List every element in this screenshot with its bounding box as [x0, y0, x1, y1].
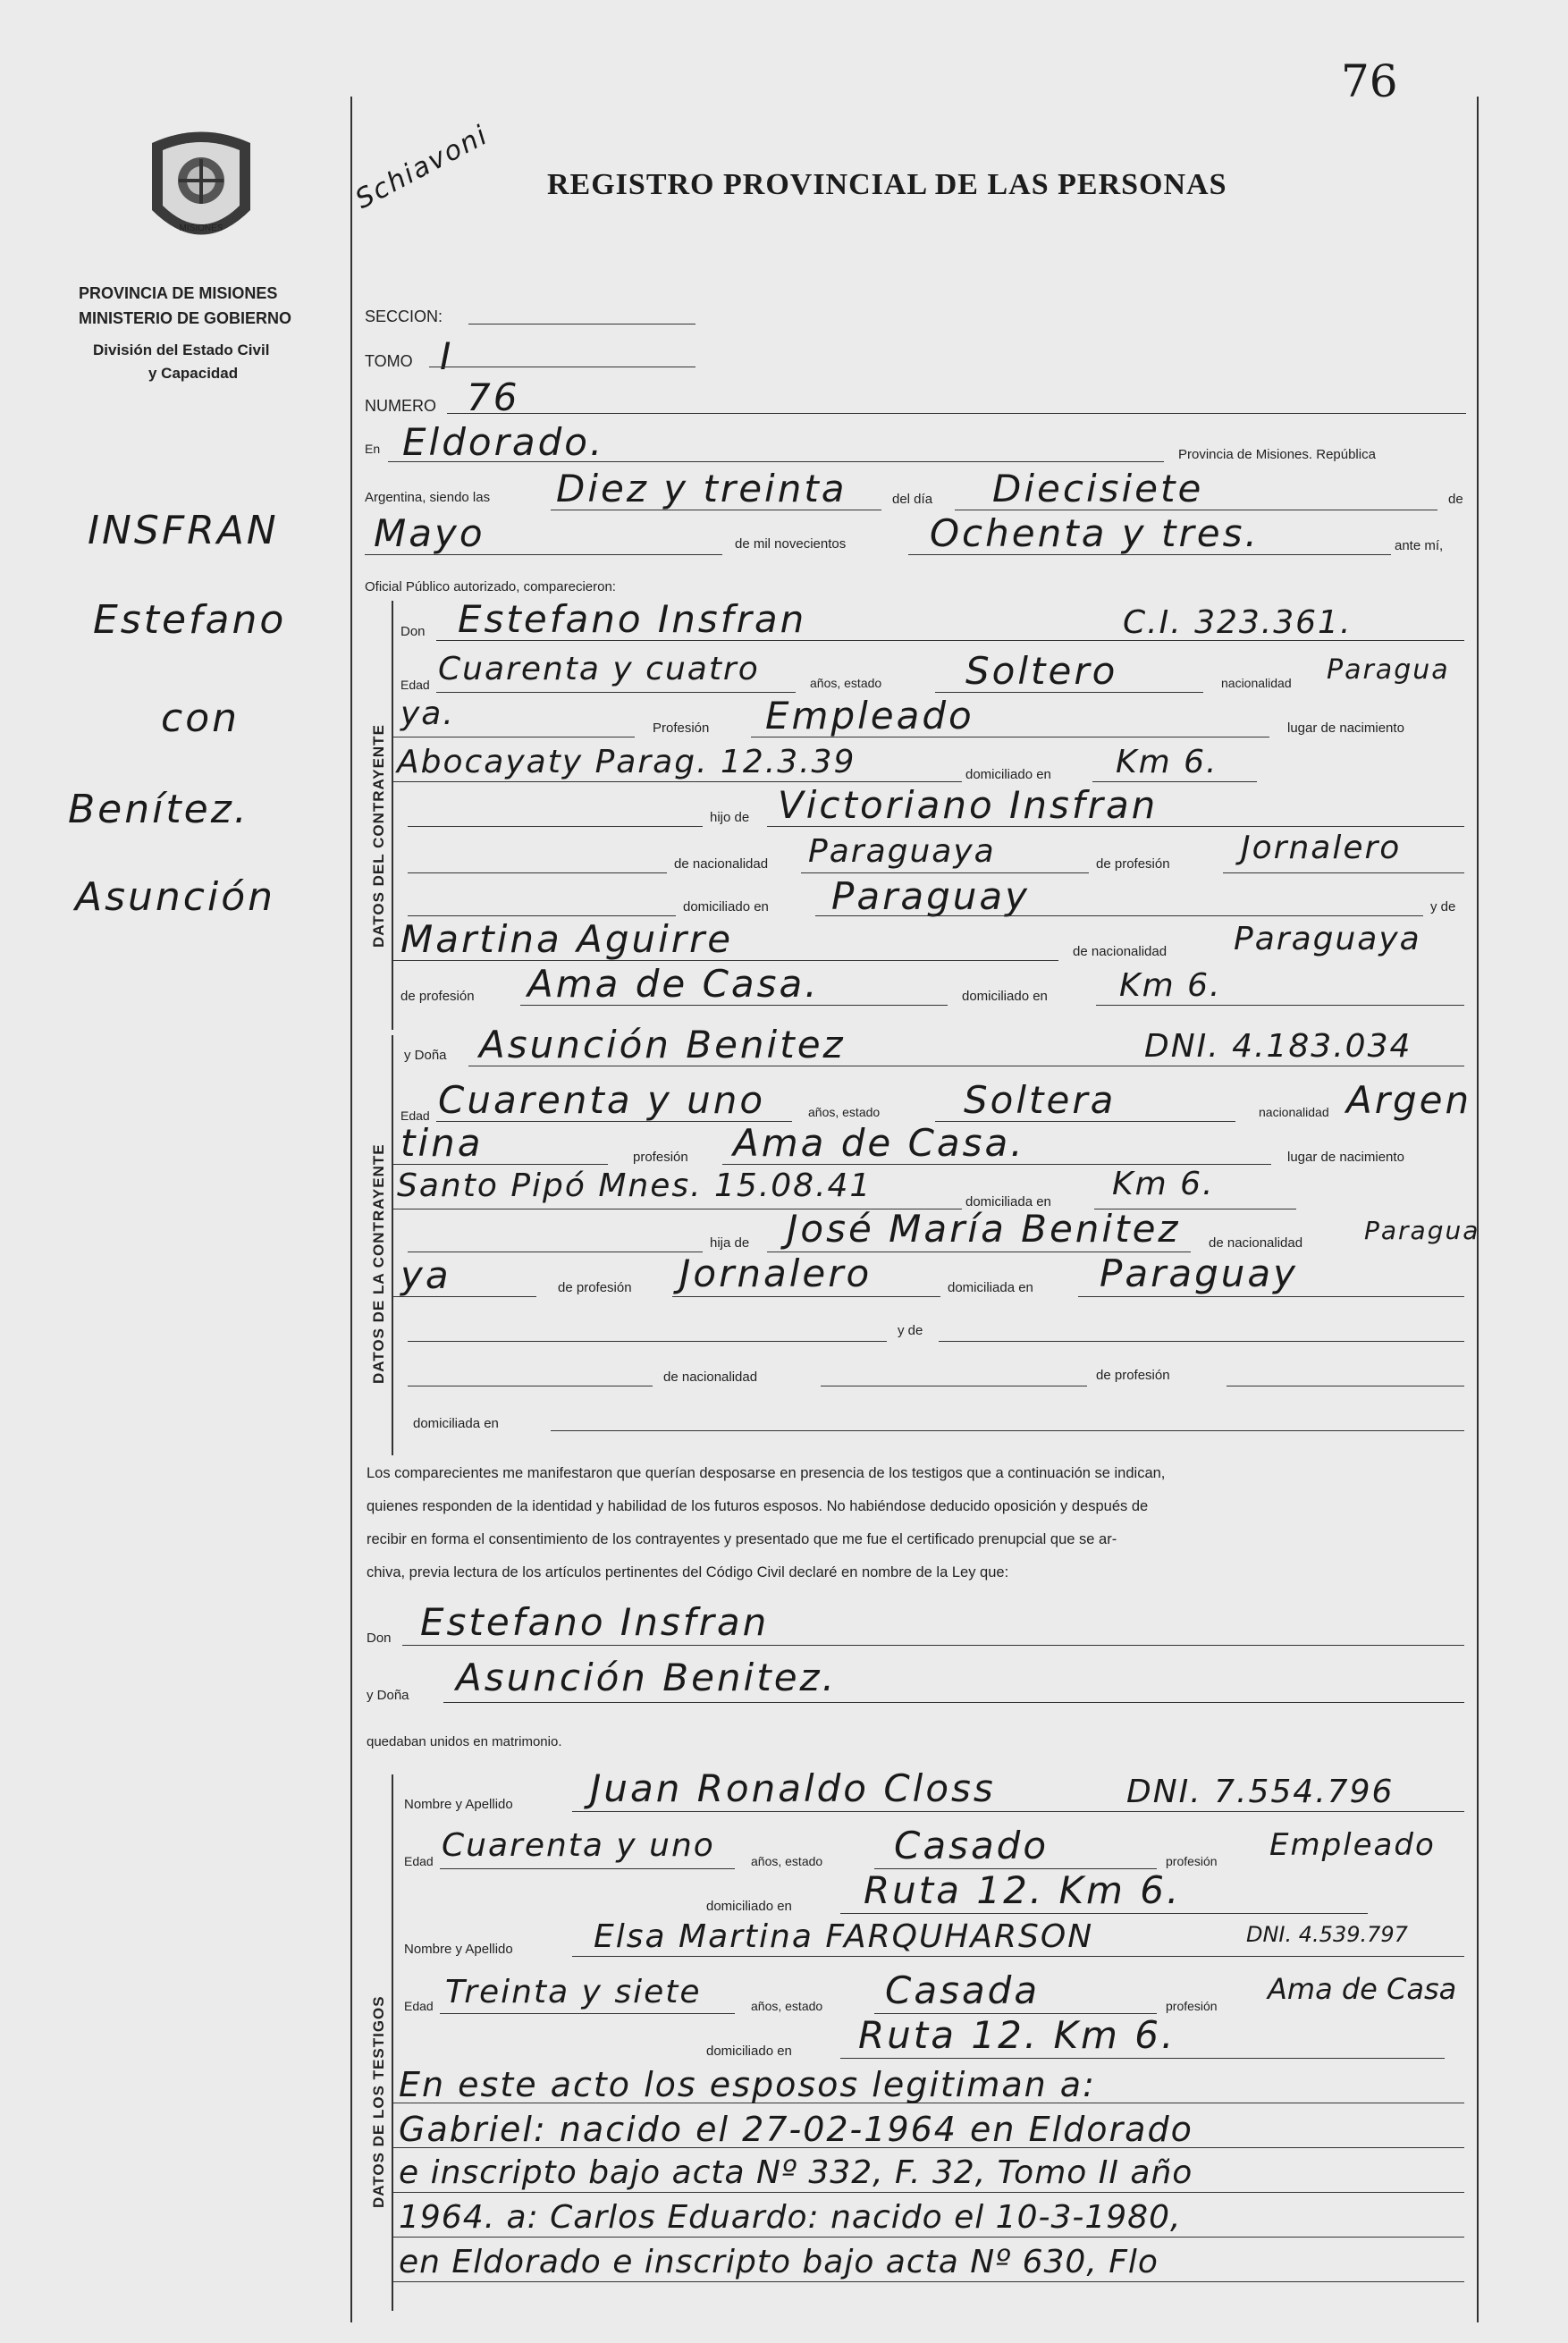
groom-madre-nac-label: de nacionalidad	[1073, 944, 1168, 959]
anio-line	[908, 554, 1391, 555]
groom-dom-line	[1092, 781, 1257, 782]
w2-edad-label: Edad	[404, 1999, 434, 2013]
declare-bride: Asunción Benitez.	[456, 1656, 837, 1699]
bride-padre: José María Benitez	[787, 1207, 1181, 1251]
ante-mi-label: ante mí,	[1395, 538, 1444, 553]
groom-madredom-line	[1096, 1005, 1464, 1006]
oficial-label: Oficial Público autorizado, comparecieron:	[365, 579, 616, 594]
declare-dona-label: y Doña	[367, 1688, 409, 1703]
groom-padrenac-blank	[408, 872, 667, 873]
bride-prof-line	[722, 1164, 1271, 1165]
bride-madre-dom-label: domiciliada en	[413, 1416, 499, 1431]
w1-edad-label: Edad	[404, 1854, 434, 1868]
w1-name: Juan Ronaldo Closs	[590, 1766, 996, 1810]
groom-nacimiento: Abocayaty Parag. 12.3.39	[397, 744, 856, 780]
w2-name-label: Nombre y Apellido	[404, 1942, 513, 1957]
w1-doc: DNI. 7.554.796	[1126, 1774, 1395, 1810]
groom-padre-prof-label: de profesión	[1096, 856, 1170, 872]
testigos-bracket	[392, 1774, 393, 2311]
margin-note-bride-given: Asunción	[75, 874, 276, 920]
groom-padre-dom: Paraguay	[831, 874, 1030, 918]
paragraph-line: Los comparecientes me manifestaron que querían desposarse en presencia de los testigos que a continuación se indican,	[367, 1465, 1166, 1481]
w2-estado: Casada	[885, 1968, 1041, 2012]
w1-estado: Casado	[894, 1824, 1050, 1867]
bride-name: Asunción Benitez	[479, 1023, 846, 1066]
tomo-label: TOMO	[365, 352, 413, 370]
w2-edad: Treinta y siete	[445, 1974, 702, 2010]
bride-padre-dom-label: domiciliada en	[948, 1280, 1033, 1295]
bride-lugar-label: lugar de nacimiento	[1287, 1150, 1404, 1165]
groom-madre-line	[393, 960, 1058, 961]
left-margin-rule	[350, 97, 352, 2322]
note-line-4: 1964. a: Carlos Eduardo: nacido el 10-3-1980,	[399, 2199, 1182, 2236]
numero-label: NUMERO	[365, 397, 436, 415]
page-number: 76	[1341, 55, 1398, 107]
groom-padreprof-line	[1223, 872, 1464, 873]
w1-domicilio: Ruta 12. Km 6.	[864, 1868, 1182, 1912]
numero-line	[447, 413, 1466, 414]
bride-prof-label: profesión	[633, 1150, 688, 1165]
paragraph-line: recibir en forma el consentimiento de los contrayentes y presentado que me fue el certificado prenupcial que se ar-	[367, 1531, 1117, 1547]
province-seal-icon	[143, 125, 259, 259]
bride-madre-blank-1	[408, 1341, 887, 1342]
paragraph-line: chiva, previa lectura de los artículos pertinentes del Código Civil declaré en nombre de la Ley que:	[367, 1564, 1009, 1580]
groom-domicilio: Km 6.	[1116, 744, 1218, 780]
groom-madre-dom-label: domiciliado en	[962, 989, 1048, 1004]
declare-don-label: Don	[367, 1631, 392, 1646]
margin-note-con: con	[161, 695, 240, 741]
bride-madre-nac-label: de nacionalidad	[663, 1370, 758, 1385]
groom-padredom-blank	[408, 915, 676, 916]
de-label: de	[1448, 492, 1463, 507]
w2-prof: Ama de Casa	[1268, 1972, 1457, 2006]
w1-name-line	[572, 1811, 1464, 1812]
anio-value: Ochenta y tres.	[930, 511, 1260, 555]
bride-dona-label: y Doña	[404, 1048, 447, 1063]
bride-edad: Cuarenta y uno	[438, 1078, 766, 1122]
tomo-value: I	[440, 334, 454, 378]
groom-padre-nac: Paraguaya	[808, 833, 996, 870]
note-line-1: En este acto los esposos legitiman a:	[399, 2065, 1096, 2104]
side-label-testigos: DATOS DE LOS TESTIGOS	[370, 1995, 387, 2208]
groom-hijo-label: hijo de	[710, 810, 750, 825]
bride-nac2-line	[393, 1164, 608, 1165]
contrayente-bracket	[392, 601, 393, 1030]
groom-nac-2: ya.	[400, 695, 455, 732]
margin-note-given: Estefano	[93, 597, 287, 643]
groom-estado-label: años, estado	[810, 676, 882, 690]
contrayenta-bracket	[392, 1035, 393, 1455]
groom-edad-label: Edad	[400, 678, 430, 692]
w1-dom-line	[840, 1913, 1368, 1914]
bride-madre-blank-2	[939, 1341, 1464, 1342]
declare-groom: Estefano Insfran	[420, 1600, 770, 1644]
right-margin-rule	[1477, 97, 1479, 2322]
bride-padreprof-line	[672, 1296, 940, 1297]
w1-estado-label: años, estado	[751, 1854, 823, 1868]
dia-value: Diecisiete	[992, 467, 1204, 510]
declare-groom-line	[402, 1645, 1464, 1646]
mes-value: Mayo	[374, 511, 485, 555]
groom-madre-prof: Ama de Casa.	[527, 962, 820, 1006]
bride-padre-dom: Paraguay	[1100, 1252, 1298, 1295]
seccion-label: SECCION:	[365, 308, 443, 325]
note-line-5: en Eldorado e inscripto bajo acta Nº 630, Flo	[399, 2244, 1159, 2280]
w2-prof-label: profesión	[1166, 1999, 1218, 2013]
bride-padre-nac-label: de nacionalidad	[1209, 1235, 1303, 1251]
groom-madreprof-line	[520, 1005, 948, 1006]
groom-nac-line	[393, 781, 962, 782]
groom-padredom-line	[815, 915, 1423, 916]
margin-note-bride-surname: Benítez.	[68, 787, 249, 832]
groom-estado: Soltero	[965, 649, 1118, 693]
del-dia-label: del día	[892, 492, 933, 507]
groom-lugar-label: lugar de nacimiento	[1287, 721, 1404, 736]
w1-prof-label: profesión	[1166, 1854, 1218, 1868]
bride-madre-prof-label: de profesión	[1096, 1368, 1170, 1383]
en-label: En	[365, 442, 381, 456]
bride-nac-label: nacionalidad	[1259, 1105, 1329, 1119]
margin-note-surname: INSFRAN	[88, 508, 279, 553]
groom-padre-prof: Jornalero	[1241, 830, 1402, 866]
note-line-2: Gabriel: nacido el 27-02-1964 en Eldorado	[399, 2110, 1193, 2149]
bride-nacimiento: Santo Pipó Mnes. 15.08.41	[397, 1167, 873, 1204]
groom-padrenac-line	[801, 872, 1089, 873]
groom-padre-line	[767, 826, 1464, 827]
bride-hija-label: hija de	[710, 1235, 750, 1251]
de-mil-label: de mil novecientos	[735, 536, 847, 552]
w2-domicilio: Ruta 12. Km 6.	[858, 2013, 1176, 2057]
ministry-name: MINISTERIO DE GOBIERNO	[79, 309, 292, 327]
provincia-label: Provincia de Misiones. República	[1178, 447, 1376, 462]
groom-madre-nac: Paraguaya	[1234, 921, 1421, 957]
groom-nac-1: Paragua	[1327, 654, 1450, 686]
bride-edad-label: Edad	[400, 1108, 430, 1123]
schiavoni-annotation: Schiavoni	[350, 119, 494, 215]
groom-madre-dom: Km 6.	[1119, 967, 1222, 1004]
groom-madre-prof-label: de profesión	[400, 989, 475, 1004]
w1-edad: Cuarenta y uno	[442, 1827, 715, 1864]
province-name: PROVINCIA DE MISIONES	[79, 284, 278, 302]
division-line-2: y Capacidad	[148, 365, 239, 382]
note-rule	[393, 2192, 1464, 2193]
lugar-value: Eldorado.	[402, 420, 605, 464]
w2-estado-label: años, estado	[751, 1999, 823, 2013]
bride-nac-2: tina	[400, 1121, 484, 1165]
groom-don-label: Don	[400, 624, 426, 639]
argentina-label: Argentina, siendo las	[365, 490, 491, 505]
groom-dom-label: domiciliado en	[965, 767, 1051, 782]
groom-edad: Cuarenta y cuatro	[438, 651, 760, 687]
groom-prof-label: Profesión	[653, 721, 710, 736]
declaration-paragraph	[367, 1457, 1471, 1589]
note-line-3: e inscripto bajo acta Nº 332, F. 32, Tomo II año	[399, 2154, 1193, 2191]
bride-padredom-line	[1078, 1296, 1464, 1297]
w2-dom-line	[840, 2058, 1445, 2059]
bride-nac-1: Argen	[1346, 1078, 1472, 1122]
bride-estado: Soltera	[964, 1078, 1117, 1122]
note-rule	[393, 2237, 1464, 2238]
groom-hijo-blank	[408, 826, 703, 827]
bride-doc: DNI. 4.183.034	[1144, 1028, 1412, 1065]
declare-bride-line	[443, 1702, 1464, 1703]
paragraph-line: quienes responden de la identidad y habilidad de los futuros esposos. No habiéndose deducido oposición y después de	[367, 1498, 1149, 1514]
bride-estado-label: años, estado	[808, 1105, 881, 1119]
registry-title: REGISTRO PROVINCIAL DE LAS PERSONAS	[547, 168, 1227, 201]
bride-padre-nac-1: Paragua	[1364, 1216, 1480, 1245]
w1-dom-label: domiciliado en	[706, 1899, 792, 1914]
bride-padre-prof-label: de profesión	[558, 1280, 632, 1295]
groom-name: Estefano Insfran	[458, 597, 807, 641]
groom-madre: Martina Aguirre	[400, 917, 734, 961]
hora-value: Diez y treinta	[556, 467, 847, 510]
quedaban-label: quedaban unidos en matrimonio.	[367, 1734, 562, 1749]
w2-name-line	[572, 1956, 1464, 1957]
svg-text:MISIONES: MISIONES	[179, 223, 223, 233]
note-rule	[393, 2281, 1464, 2282]
bride-padre-nac-2: ya	[400, 1253, 451, 1297]
division-line-1: División del Estado Civil	[93, 341, 270, 358]
groom-prof: Empleado	[765, 694, 974, 737]
bride-madredom-line	[551, 1430, 1464, 1431]
lugar-line	[388, 461, 1164, 462]
groom-padre: Victoriano Insfran	[778, 783, 1159, 827]
groom-padre-nac-label: de nacionalidad	[674, 856, 769, 872]
w1-name-label: Nombre y Apellido	[404, 1797, 513, 1812]
groom-nac-label: nacionalidad	[1221, 676, 1292, 690]
w2-edad-line	[440, 2013, 735, 2014]
numero-value: 76	[467, 375, 520, 419]
bride-padre-prof: Jornalero	[679, 1252, 873, 1295]
w1-edad-line	[440, 1868, 735, 1869]
bride-padrenac2-line	[393, 1296, 536, 1297]
groom-edad-line	[436, 692, 796, 693]
groom-doc: C.I. 323.361.	[1123, 604, 1353, 641]
bride-dom-label: domiciliada en	[965, 1194, 1051, 1209]
groom-padre-dom-label: domiciliado en	[683, 899, 769, 914]
w2-doc: DNI. 4.539.797	[1246, 1922, 1408, 1947]
mes-line	[365, 554, 722, 555]
w1-prof: Empleado	[1269, 1827, 1436, 1863]
groom-y-de-label: y de	[1430, 899, 1456, 914]
bride-domicilio: Km 6.	[1112, 1166, 1215, 1202]
w2-name: Elsa Martina FARQUHARSON	[594, 1918, 1094, 1955]
side-label-contrayente: DATOS DEL CONTRAYENTE	[370, 724, 387, 948]
bride-prof: Ama de Casa.	[733, 1121, 1025, 1165]
side-label-contrayenta: DATOS DE LA CONTRAYENTE	[370, 1143, 387, 1384]
w2-dom-label: domiciliado en	[706, 2044, 792, 2059]
bride-y-de-label: y de	[898, 1323, 923, 1338]
groom-estado-line	[935, 692, 1203, 693]
